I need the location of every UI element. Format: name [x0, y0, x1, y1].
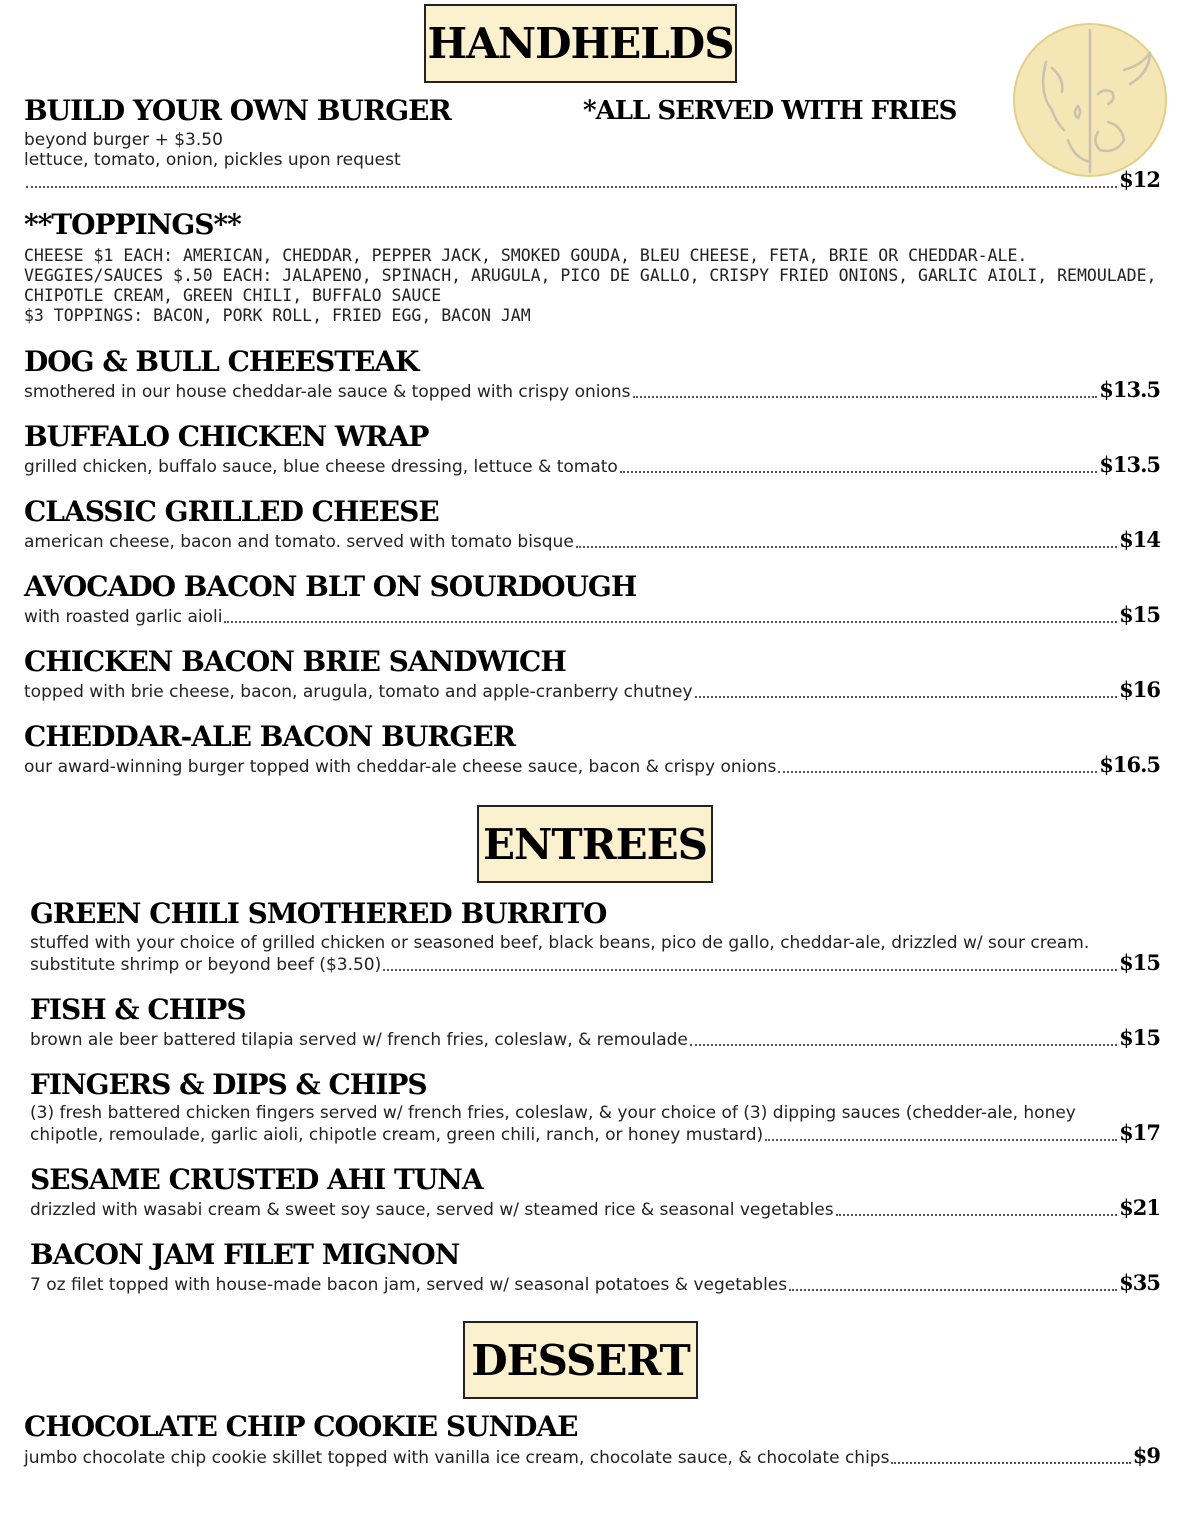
section-header-handhelds: HANDHELDS: [424, 4, 737, 83]
item-title: SESAME CRUSTED AHI TUNA: [30, 1163, 483, 1196]
menu-item-price-line: [24, 453, 1160, 477]
dot-leader: [891, 1462, 1130, 1464]
dot-leader: [765, 1139, 1117, 1141]
toppings-title: **TOPPINGS**: [24, 208, 241, 241]
menu-item-price-line: [24, 528, 1160, 552]
item-price: $13.5: [1099, 452, 1160, 477]
item-price: $16: [1119, 677, 1160, 702]
dot-leader: [576, 546, 1117, 548]
item-title: AVOCADO BACON BLT ON SOURDOUGH: [24, 570, 637, 603]
item-description: drizzled with wasabi cream & sweet soy sauce, served w/ steamed rice & seasonal vegetables: [30, 1200, 834, 1220]
item-price: $21: [1119, 1195, 1160, 1220]
item-title: DOG & BULL CHEESTEAK: [24, 345, 419, 378]
item-title: FINGERS & DIPS & CHIPS: [30, 1068, 427, 1101]
item-title: GREEN CHILI SMOTHERED BURRITO: [30, 897, 607, 930]
item-description: stuffed with your choice of grilled chicken or seasoned beef, black beans, pico de gallo, cheddar-ale, drizzled w/ sour cream.: [30, 933, 1090, 953]
item-description: american cheese, bacon and tomato. served with tomato bisque: [24, 532, 574, 552]
item-price: $15: [1119, 1025, 1160, 1050]
item-price: $13.5: [1099, 377, 1160, 402]
served-with-fries-note: *ALL SERVED WITH FRIES: [583, 96, 957, 126]
menu-item-price-line: [24, 1444, 1160, 1468]
menu-item-price-line: [24, 753, 1160, 777]
menu-item-price-line: [30, 1026, 1160, 1050]
dot-leader: [836, 1214, 1118, 1216]
dot-leader: [789, 1289, 1117, 1291]
dot-leader: [224, 621, 1117, 623]
item-description: grilled chicken, buffalo sauce, blue cheese dressing, lettuce & tomato: [24, 457, 618, 477]
menu-item-price-line: [30, 951, 1160, 975]
menu-item-price-line: [24, 603, 1160, 627]
item-price: $16.5: [1099, 752, 1160, 777]
dot-leader: [26, 186, 1117, 188]
item-description: with roasted garlic aioli: [24, 607, 223, 627]
toppings-line: CHIPOTLE CREAM, GREEN CHILI, BUFFALO SAUCE: [24, 286, 442, 305]
menu-item-price-line: [30, 1121, 1160, 1145]
menu-item-price-line: [30, 1271, 1160, 1295]
item-description: smothered in our house cheddar-ale sauce & topped with crispy onions: [24, 382, 631, 402]
dot-leader: [620, 471, 1097, 473]
item-description: our award-winning burger topped with cheddar-ale cheese sauce, bacon & crispy onions: [24, 757, 777, 777]
item-description: topped with brie cheese, bacon, arugula, tomato and apple-cranberry chutney: [24, 682, 693, 702]
item-description: substitute shrimp or beyond beef ($3.50): [30, 955, 382, 975]
item-description: (3) fresh battered chicken fingers served w/ french fries, coleslaw, & your choice of (3) dipping sauces (chedder-ale, honey: [30, 1103, 1076, 1123]
dot-leader: [633, 396, 1098, 398]
bull-head-logo-icon: [1012, 22, 1168, 178]
item-description: jumbo chocolate chip cookie skillet topped with vanilla ice cream, chocolate sauce, & chocolate chips: [24, 1448, 890, 1468]
toppings-line: $3 TOPPINGS: BACON, PORK ROLL, FRIED EGG, BACON JAM: [24, 306, 531, 325]
item-title: BUFFALO CHICKEN WRAP: [24, 420, 429, 453]
item-description: lettuce, tomato, onion, pickles upon request: [24, 150, 401, 170]
toppings-line: VEGGIES/SAUCES $.50 EACH: JALAPENO, SPINACH, ARUGULA, PICO DE GALLO, CRISPY FRIED ONIONS, GARLIC AIOLI, REMOULADE,: [24, 266, 1157, 285]
item-price: $15: [1119, 602, 1160, 627]
menu-item-price-line: [24, 678, 1160, 702]
item-title: FISH & CHIPS: [30, 993, 246, 1026]
dot-leader: [383, 969, 1117, 971]
toppings-line: CHEESE $1 EACH: AMERICAN, CHEDDAR, PEPPER JACK, SMOKED GOUDA, BLEU CHEESE, FETA, BRIE OR CHEDDAR-ALE.: [24, 246, 1028, 265]
dot-leader: [778, 771, 1097, 773]
item-description: beyond burger + $3.50: [24, 130, 223, 150]
item-price: $12: [1119, 167, 1160, 192]
item-title: CHEDDAR-ALE BACON BURGER: [24, 720, 516, 753]
menu-item-price-line: [24, 168, 1160, 192]
item-title: CHOCOLATE CHIP COOKIE SUNDAE: [24, 1410, 578, 1443]
item-price: $17: [1119, 1120, 1160, 1145]
menu-item-price-line: [24, 378, 1160, 402]
section-header-entrees: ENTREES: [477, 805, 713, 883]
item-price: $14: [1119, 527, 1160, 552]
item-price: $15: [1119, 950, 1160, 975]
item-title: BUILD YOUR OWN BURGER: [24, 94, 451, 127]
dot-leader: [690, 1044, 1117, 1046]
menu-item-price-line: [30, 1196, 1160, 1220]
dot-leader: [695, 696, 1118, 698]
item-price: $9: [1132, 1443, 1160, 1468]
item-description: chipotle, remoulade, garlic aioli, chipotle cream, green chili, ranch, or honey mustard): [30, 1125, 764, 1145]
item-title: CLASSIC GRILLED CHEESE: [24, 495, 439, 528]
item-description: 7 oz filet topped with house-made bacon jam, served w/ seasonal potatoes & vegetables: [30, 1275, 788, 1295]
item-price: $35: [1119, 1270, 1160, 1295]
item-title: BACON JAM FILET MIGNON: [30, 1238, 460, 1271]
item-description: brown ale beer battered tilapia served w/ french fries, coleslaw, & remoulade: [30, 1030, 688, 1050]
section-header-dessert: DESSERT: [463, 1321, 698, 1399]
item-title: CHICKEN BACON BRIE SANDWICH: [24, 645, 566, 678]
